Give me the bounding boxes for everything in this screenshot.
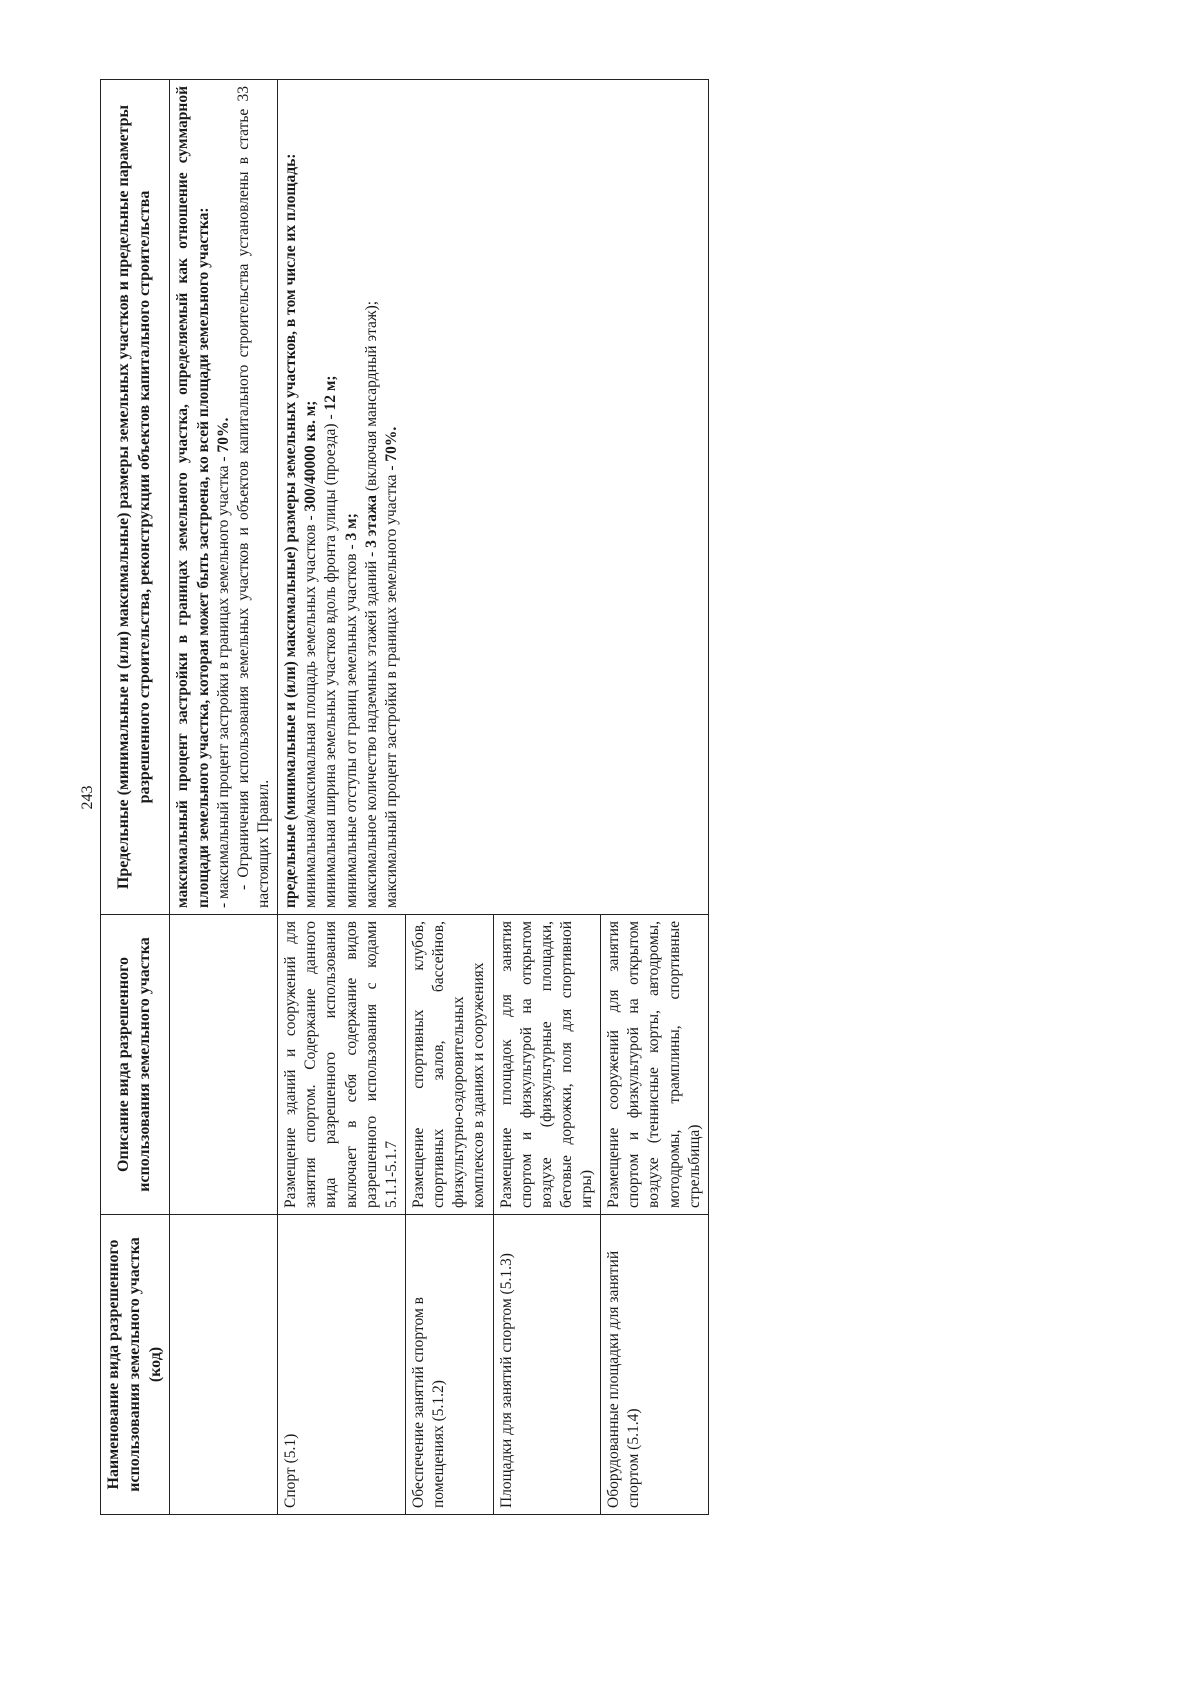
param-text: минимальная ширина земельных участков вдоль фронта улицы (проезда) - 12 м; — [322, 375, 340, 908]
cell-empty-name — [170, 1215, 278, 1515]
cell-land-use-name: Спорт (5.1) — [278, 1215, 406, 1515]
cell-land-use-description: Размещение площадок для занятия спортом и физкультурой на открытом воздухе (физкультурные площадки, беговые дорожки, поля для спортивной игры) — [493, 915, 601, 1215]
cell-land-use-description: Размещение спортивных клубов, спортивных залов, бассейнов, физкультурно-оздоровительных комплексов в зданиях и сооружениях — [405, 915, 493, 1215]
rotated-page — [78, 80, 948, 1515]
param-text: - Ограничения использования земельных участков и объектов капитального строительства установлены в статье 33 настоящих Правил. — [234, 86, 272, 908]
land-use-table — [100, 79, 709, 1515]
header-land-use-description: Описание вида разрешенного использования земельного участка — [101, 915, 170, 1215]
param-text: минимальная/максимальная площадь земельных участков - 300/40000 кв. м; — [302, 400, 320, 908]
page-number: 243 — [79, 785, 96, 810]
param-text: предельные (минимальные и (или) максимальные) размеры земельных участков, в том числе их площадь: — [282, 153, 300, 908]
param-text: - максимальный процент застройки в границах земельного участка - 70%. — [214, 417, 232, 908]
cell-sport-parameters — [278, 80, 709, 915]
table-header-row — [101, 80, 170, 1515]
header-land-use-parameters: Предельные (минимальные и (или) максимальные) размеры земельных участков и предельные параметры разрешенного строительства, реконструкции объектов капитального строительства — [101, 80, 170, 915]
cell-land-use-description: Размещение зданий и сооружений для занятия спортом. Содержание данного вида разрешенного использования включает в себя содержание видов разрешенного использования с кодами 5.1.1-5.1.7 — [278, 915, 406, 1215]
param-text: минимальные отступы от границ земельных участков - 3 м; — [342, 513, 360, 908]
cell-empty-description — [170, 915, 278, 1215]
cell-land-use-name: Обеспечение занятий спортом в помещениях (5.1.2) — [405, 1215, 493, 1515]
table-row — [278, 80, 406, 1515]
param-text: максимальное количество надземных этажей зданий - 3 этажа (включая мансардный этаж); — [362, 300, 380, 908]
table-row-continuation — [170, 80, 278, 1515]
cell-parameters-continuation — [170, 80, 278, 915]
cell-land-use-name: Оборудованные площадки для занятий спортом (5.1.4) — [601, 1215, 709, 1515]
param-text: максимальный процент застройки в границах земельного участка - 70%. — [382, 426, 400, 908]
cell-land-use-description: Размещение сооружений для занятия спортом и физкультурой на открытом воздухе (теннисные корты, автодромы, мотодромы, трамплины, спортивные стрельбища) — [601, 915, 709, 1215]
header-land-use-name: Наименование вида разрешенного использования земельного участка (код) — [101, 1215, 170, 1515]
cell-land-use-name: Площадки для занятий спортом (5.1.3) — [493, 1215, 601, 1515]
param-text: максимальный процент застройки в границах земельного участка, определяемый как отношение суммарной площади земельного участка, которая может быть застроена, ко всей площади земельного участка: — [174, 86, 212, 908]
